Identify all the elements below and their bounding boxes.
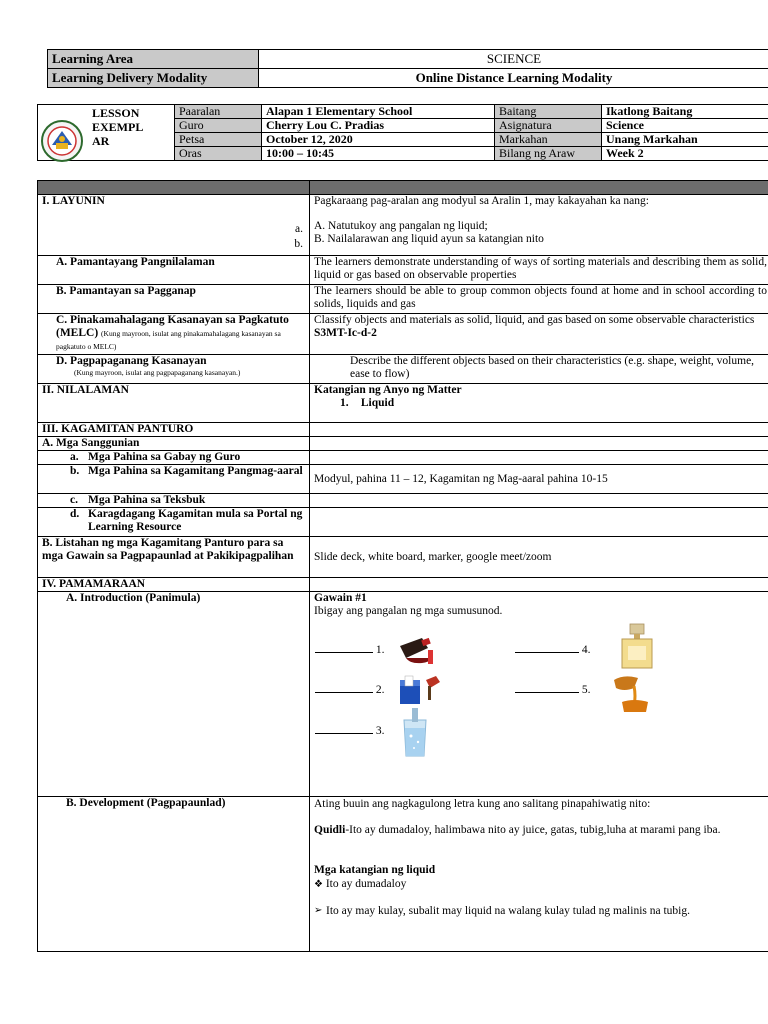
item-2 (315, 682, 385, 697)
ref-b-num: b. (70, 465, 80, 477)
layunin-heading: I. LAYUNIN (42, 195, 105, 207)
nilalaman-text: Katangian ng Anyo ng Matter (314, 384, 462, 396)
pamantayan-sa-pagganap-text: The learners should be able to group common objects found at home and in school according to solids, liquids and gas (310, 285, 768, 314)
obj-a-num: a. (295, 223, 303, 235)
item-5-num: 5. (581, 684, 591, 696)
ref-b: Mga Pahina sa Kagamitang Pangmag-aaral (88, 465, 303, 477)
pamantayan-sa-pagganap: B. Pamantayan sa Pagganap (38, 285, 310, 314)
item-1 (315, 642, 385, 657)
bullet-2-text: Ito ay may kulay, subalit may liquid na walang kulay tulad ng malinis na tubig. (326, 905, 690, 917)
paaralan-value: Alapan 1 Elementary School (262, 105, 495, 119)
melc-cell (38, 314, 310, 355)
quidli-text: -Ito ay dumadaloy, halimbawa nito ay juice, gatas, tubig,luha at marami pang iba. (345, 824, 721, 836)
lesson-exemplar-label: LESSON EXEMPL AR (92, 106, 143, 148)
modality-label: Learning Delivery Modality (48, 69, 259, 88)
asignatura-label: Asignatura (495, 119, 602, 133)
lesson-cell (38, 105, 175, 161)
arrow-bullet-icon: ➢ (314, 905, 323, 916)
gawain-text: Ibigay ang pangalan ng mga sumusunod. (314, 605, 503, 617)
melc-note: (Kung mayroon, isulat ang pinakamahalagang kasanayan sa pagkatuto o MELC) (56, 329, 281, 351)
layunin-content (310, 195, 768, 256)
bilang-value: Week 2 (602, 147, 768, 161)
answer-blank-1[interactable] (315, 642, 373, 653)
ref-d: Karagdagang Kagamitan mula sa Portal ng Learning Resource (88, 508, 303, 533)
petsa-label: Petsa (175, 133, 262, 147)
pagpapaganang-label: D. Pagpapaganang Kasanayan (56, 355, 207, 367)
ref-d-cell (38, 508, 310, 537)
paint-can-icon (396, 674, 448, 706)
perfume-bottle-icon (616, 622, 658, 670)
objective-a: A. Natutukoy ang pangalan ng liquid; (314, 220, 488, 232)
info-table (37, 104, 768, 161)
petsa-value: October 12, 2020 (262, 133, 495, 147)
answer-blank-5[interactable] (515, 682, 579, 693)
ref-a-cell (38, 451, 310, 465)
ref-b-text: Modyul, pahina 11 – 12, Kagamitan ng Mag-aaral pahina 10-15 (310, 465, 768, 494)
melc-code: S3MT-Ic-d-2 (314, 327, 377, 339)
ref-a: Mga Pahina sa Gabay ng Guro (88, 451, 241, 463)
school-seal-icon (40, 119, 84, 163)
nilalaman-item-num: 1. (340, 397, 349, 409)
item-4-num: 4. (581, 644, 591, 656)
quidli-word: Quidli (314, 824, 346, 836)
modality-value: Online Distance Learning Modality (259, 69, 768, 88)
nilalaman-heading: II. NILALAMAN (38, 384, 310, 423)
pamantayang-pangnilalaman: A. Pamantayang Pangnilalaman (38, 256, 310, 285)
introduction-label: A. Introduction (Panimula) (38, 592, 310, 797)
pamantayang-pangnilalaman-text: The learners demonstrate understanding of ways of sorting materials and describing them as solid, liquid or gas based on observable properties (310, 256, 768, 285)
guro-label: Guro (175, 119, 262, 133)
listahan-label: B. Listahan ng mga Kagamitang Panturo para sa mga Gawain sa Pagpapaunlad at Pakikipagpalihan (38, 537, 310, 578)
melc-text: Classify objects and materials as solid, liquid, and gas based on some observable characteristics (314, 314, 755, 326)
oras-value: 10:00 – 10:45 (262, 147, 495, 161)
kagamitan-heading: III. KAGAMITAN PANTURO (38, 423, 310, 437)
introduction-content (310, 592, 768, 797)
ref-b-cell (38, 465, 310, 494)
guro-value: Cherry Lou C. Pradias (262, 119, 495, 133)
melc-label: C. Pinakamahalagang Kasanayan sa Pagkatuto (MELC) (56, 314, 289, 339)
development-label: B. Development (Pagpapaunlad) (38, 797, 310, 952)
bilang-label: Bilang ng Araw (495, 147, 602, 161)
item-2-num: 2. (375, 684, 385, 696)
paaralan-label: Paaralan (175, 105, 262, 119)
baitang-label: Baitang (495, 105, 602, 119)
pagpapaganang-note: (Kung mayroon, isulat ang pagpapaganang kasanayan.) (74, 368, 241, 377)
item-3 (315, 723, 385, 738)
bullet-1 (314, 877, 767, 892)
honey-pour-icon (612, 672, 658, 714)
diamond-bullet-icon: ❖ (314, 879, 323, 890)
pagpapaganang-text: Describe the different objects based on their characteristics (e.g. shape, weight, volume, ease to flow) (310, 355, 768, 384)
lesson-plan-table (37, 180, 768, 952)
layunin-text: Pagkaraang pag-aralan ang modyul sa Aralin 1, may kakayahan ka nang: (314, 195, 649, 207)
learning-area-value: SCIENCE (259, 50, 768, 69)
oras-label: Oras (175, 147, 262, 161)
development-content (310, 797, 768, 952)
asignatura-value: Science (602, 119, 768, 133)
sanggunian-heading: A. Mga Sanggunian (38, 437, 310, 451)
nilalaman-content (310, 384, 768, 423)
ref-c: Mga Pahina sa Teksbuk (88, 494, 206, 506)
item-3-num: 3. (375, 725, 385, 737)
obj-b-num: b. (294, 238, 303, 250)
ref-c-cell (38, 494, 310, 508)
markahan-value: Unang Markahan (602, 133, 768, 147)
melc-content (310, 314, 768, 355)
item-5 (515, 682, 591, 697)
listahan-text: Slide deck, white board, marker, google meet/zoom (310, 537, 768, 578)
nilalaman-item: Liquid (360, 397, 395, 409)
pamamaraan-heading: IV. PAMAMARAAN (38, 578, 310, 592)
sauce-bottle-icon (392, 636, 444, 668)
answer-blank-2[interactable] (315, 682, 373, 693)
ref-d-num: d. (70, 508, 80, 520)
ref-c-num: c. (70, 494, 78, 506)
gawain-title: Gawain #1 (314, 592, 367, 604)
learning-area-label: Learning Area (48, 50, 259, 69)
header-table (47, 49, 768, 88)
ref-a-num: a. (70, 451, 79, 463)
objective-b: B. Nailalarawan ang liquid ayun sa katangian nito (314, 233, 544, 245)
answer-blank-3[interactable] (315, 723, 373, 734)
bullet-1-text: Ito ay dumadaloy (325, 878, 407, 890)
pagpapaganang-cell (38, 355, 310, 384)
item-4 (515, 642, 591, 657)
item-1-num: 1. (375, 644, 385, 656)
answer-blank-4[interactable] (515, 642, 579, 653)
baitang-value: Ikatlong Baitang (602, 105, 768, 119)
layunin-cell (38, 195, 310, 256)
water-glass-icon (394, 706, 436, 758)
bullet-2 (314, 904, 767, 918)
markahan-label: Markahan (495, 133, 602, 147)
quidli-paragraph (314, 823, 767, 837)
development-text: Ating buuin ang nagkagulong letra kung ano salitang pinapahiwatig nito: (314, 798, 651, 810)
katangian-title: Mga katangian ng liquid (314, 864, 436, 876)
